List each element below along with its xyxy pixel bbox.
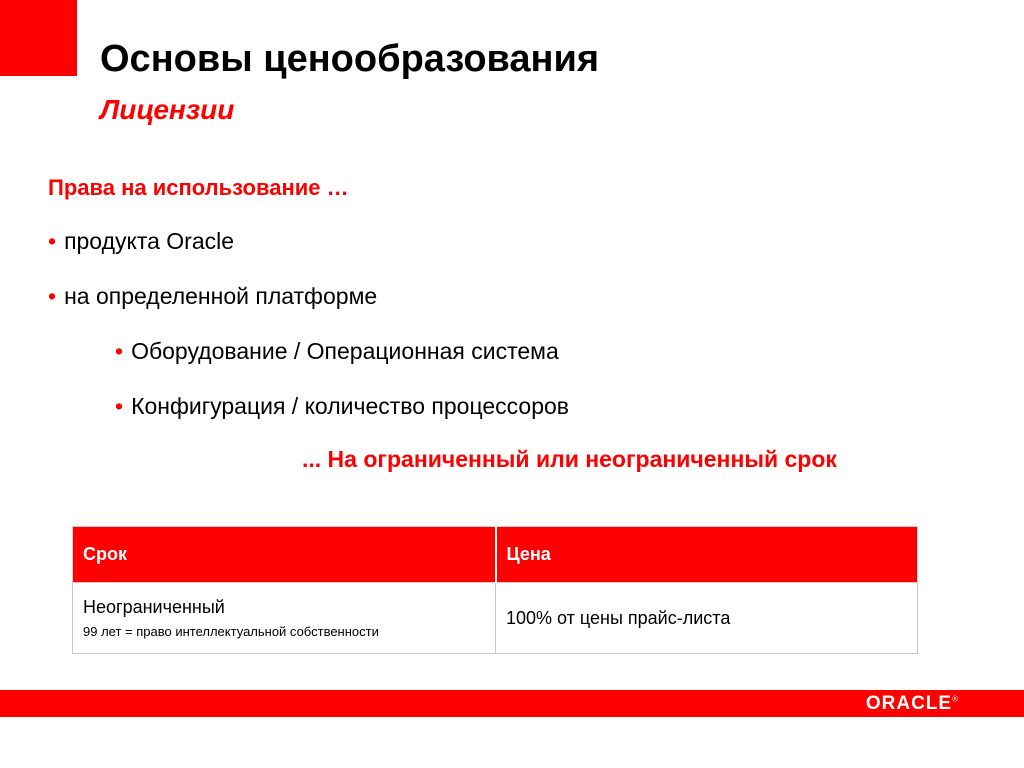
term-footnote: 99 лет = право интеллектуальной собственности <box>83 624 379 639</box>
slide-title: Основы ценообразования <box>100 38 600 80</box>
bullet-text: продукта Oracle <box>64 228 235 254</box>
bullet-item <box>48 228 234 255</box>
column-header-price: Цена <box>496 527 918 583</box>
slide-subtitle: Лицензии <box>100 94 235 125</box>
bullet-icon: • <box>115 338 124 364</box>
column-header-term: Срок <box>73 527 496 583</box>
bullet-icon: • <box>48 228 57 254</box>
bullet-icon: • <box>48 283 57 309</box>
term-note: ... На ограниченный или неограниченный срок <box>302 446 837 472</box>
table-header-row <box>73 527 918 583</box>
logo-text: ORACLE <box>865 693 953 714</box>
term-cell <box>73 583 496 654</box>
bullet-text: Конфигурация / количество процессоров <box>131 393 570 419</box>
registered-mark: ® <box>952 694 958 704</box>
corner-accent-block <box>0 0 77 76</box>
pricing-table <box>72 526 918 654</box>
bullet-text: на определенной платформе <box>64 283 378 309</box>
price-cell: 100% от цены прайс-листа <box>496 583 918 654</box>
sub-bullet-item <box>115 393 569 420</box>
bullet-icon: • <box>115 393 124 419</box>
table-row <box>73 583 918 654</box>
term-value: Неограниченный <box>83 597 225 617</box>
bullet-item <box>48 283 377 310</box>
bullet-text: Оборудование / Операционная система <box>131 338 559 364</box>
sub-bullet-item <box>115 338 559 365</box>
section-heading: Права на использование … <box>48 175 349 200</box>
oracle-logo <box>866 693 958 715</box>
